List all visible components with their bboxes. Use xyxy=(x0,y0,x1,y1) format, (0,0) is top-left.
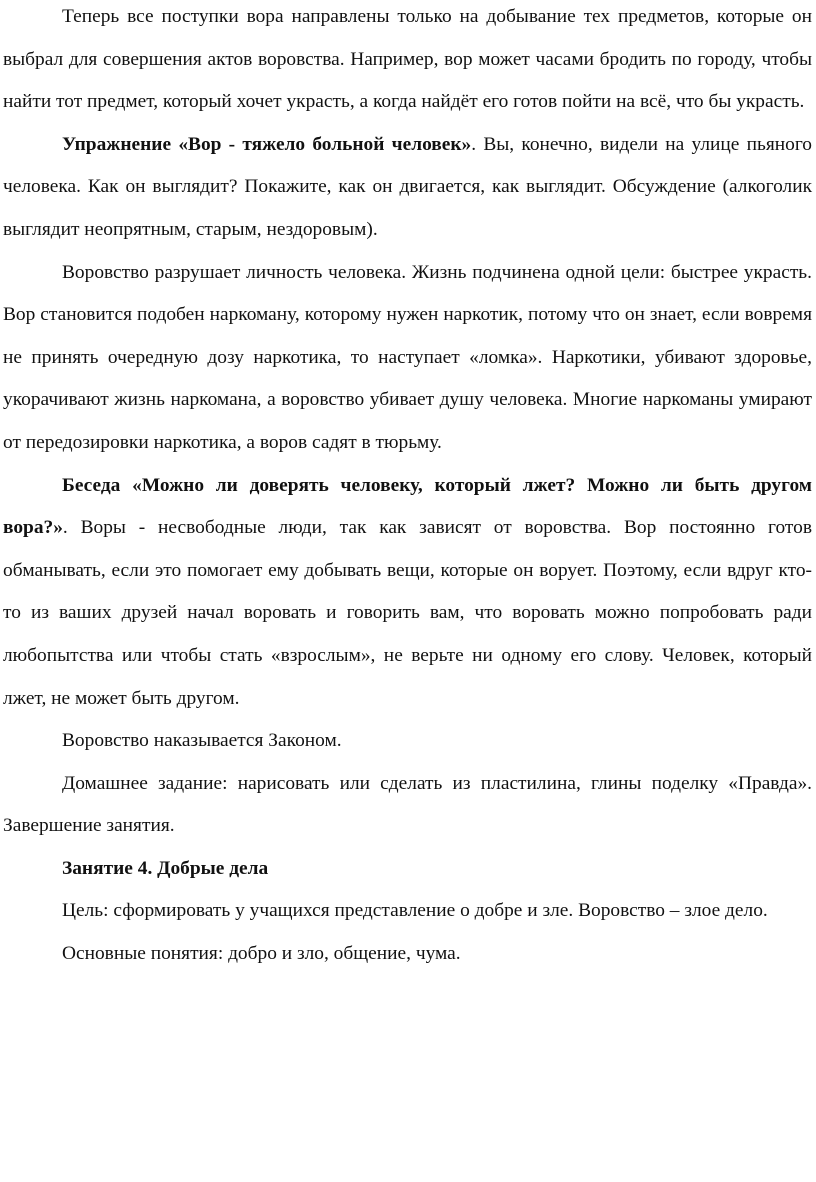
paragraph-homework xyxy=(3,763,812,848)
paragraph-text: Цель: сформировать у учащихся представление о добре и зле. Воровство – злое дело. xyxy=(62,900,768,922)
paragraph-text: . Вы, конечно, видели на улице пьяного человека. Как он выглядит? Покажите, как он двигается, как выглядит. Обсуждение (алкоголик выглядит неопрятным, старым, нездоровым). xyxy=(3,133,812,240)
paragraph-text: Воровство разрушает личность человека. Жизнь подчинена одной цели: быстрее украсть. Вор становится подобен наркоману, которому нужен наркотик, потому что он знает, если вовремя не принять очередную дозу наркотика, то наступает «ломка». Наркотики, убивают здоровье, укорачивают жизнь наркомана, а воровство убивает душу человека. Многие наркоманы умирают от передозировки наркотика, а воров садят в тюрьму. xyxy=(3,261,812,453)
exercise-heading: Упражнение «Вор - тяжело больной человек» xyxy=(62,133,472,155)
paragraph-law xyxy=(3,720,812,763)
paragraph-exercise-thief xyxy=(3,124,812,252)
lesson-title: Занятие 4. Добрые дела xyxy=(62,857,269,879)
paragraph-text: Теперь все поступки вора направлены только на добывание тех предметов, которые он выбрал для совершения актов воровства. Например, вор может часами бродить по городу, чтобы найти тот предмет, который хочет украсть, а когда найдёт его готов пойти на всё, что бы украсть. xyxy=(3,6,812,113)
paragraph-text: Домашнее задание: нарисовать или сделать из пластилина, глины поделку «Правда». Завершение занятия. xyxy=(3,772,812,837)
conversation-heading: Беседа «Можно ли доверять человеку, который лжет? Можно ли быть другом вора?» xyxy=(3,474,812,539)
paragraph-conversation xyxy=(3,465,812,721)
paragraph-text: Основные понятия: добро и зло, общение, чума. xyxy=(62,943,461,965)
paragraph-theft-destroys xyxy=(3,252,812,465)
paragraph-text: . Воры - несвободные люди, так как зависят от воровства. Вор постоянно готов обманывать, если это помогает ему добывать вещи, которые он ворует. Поэтому, если вдруг кто-то из ваших друзей начал воровать и говорить вам, что воровать можно попробовать ради любопытства или чтобы стать «взрослым», не верьте ни одному его слову. Человек, который лжет, не может быть другом. xyxy=(3,517,812,709)
paragraph-key-concepts xyxy=(3,933,812,976)
paragraph-thief-actions xyxy=(3,0,812,124)
lesson-heading xyxy=(3,848,812,891)
paragraph-text: Воровство наказывается Законом. xyxy=(62,730,342,752)
paragraph-goal xyxy=(3,890,812,933)
